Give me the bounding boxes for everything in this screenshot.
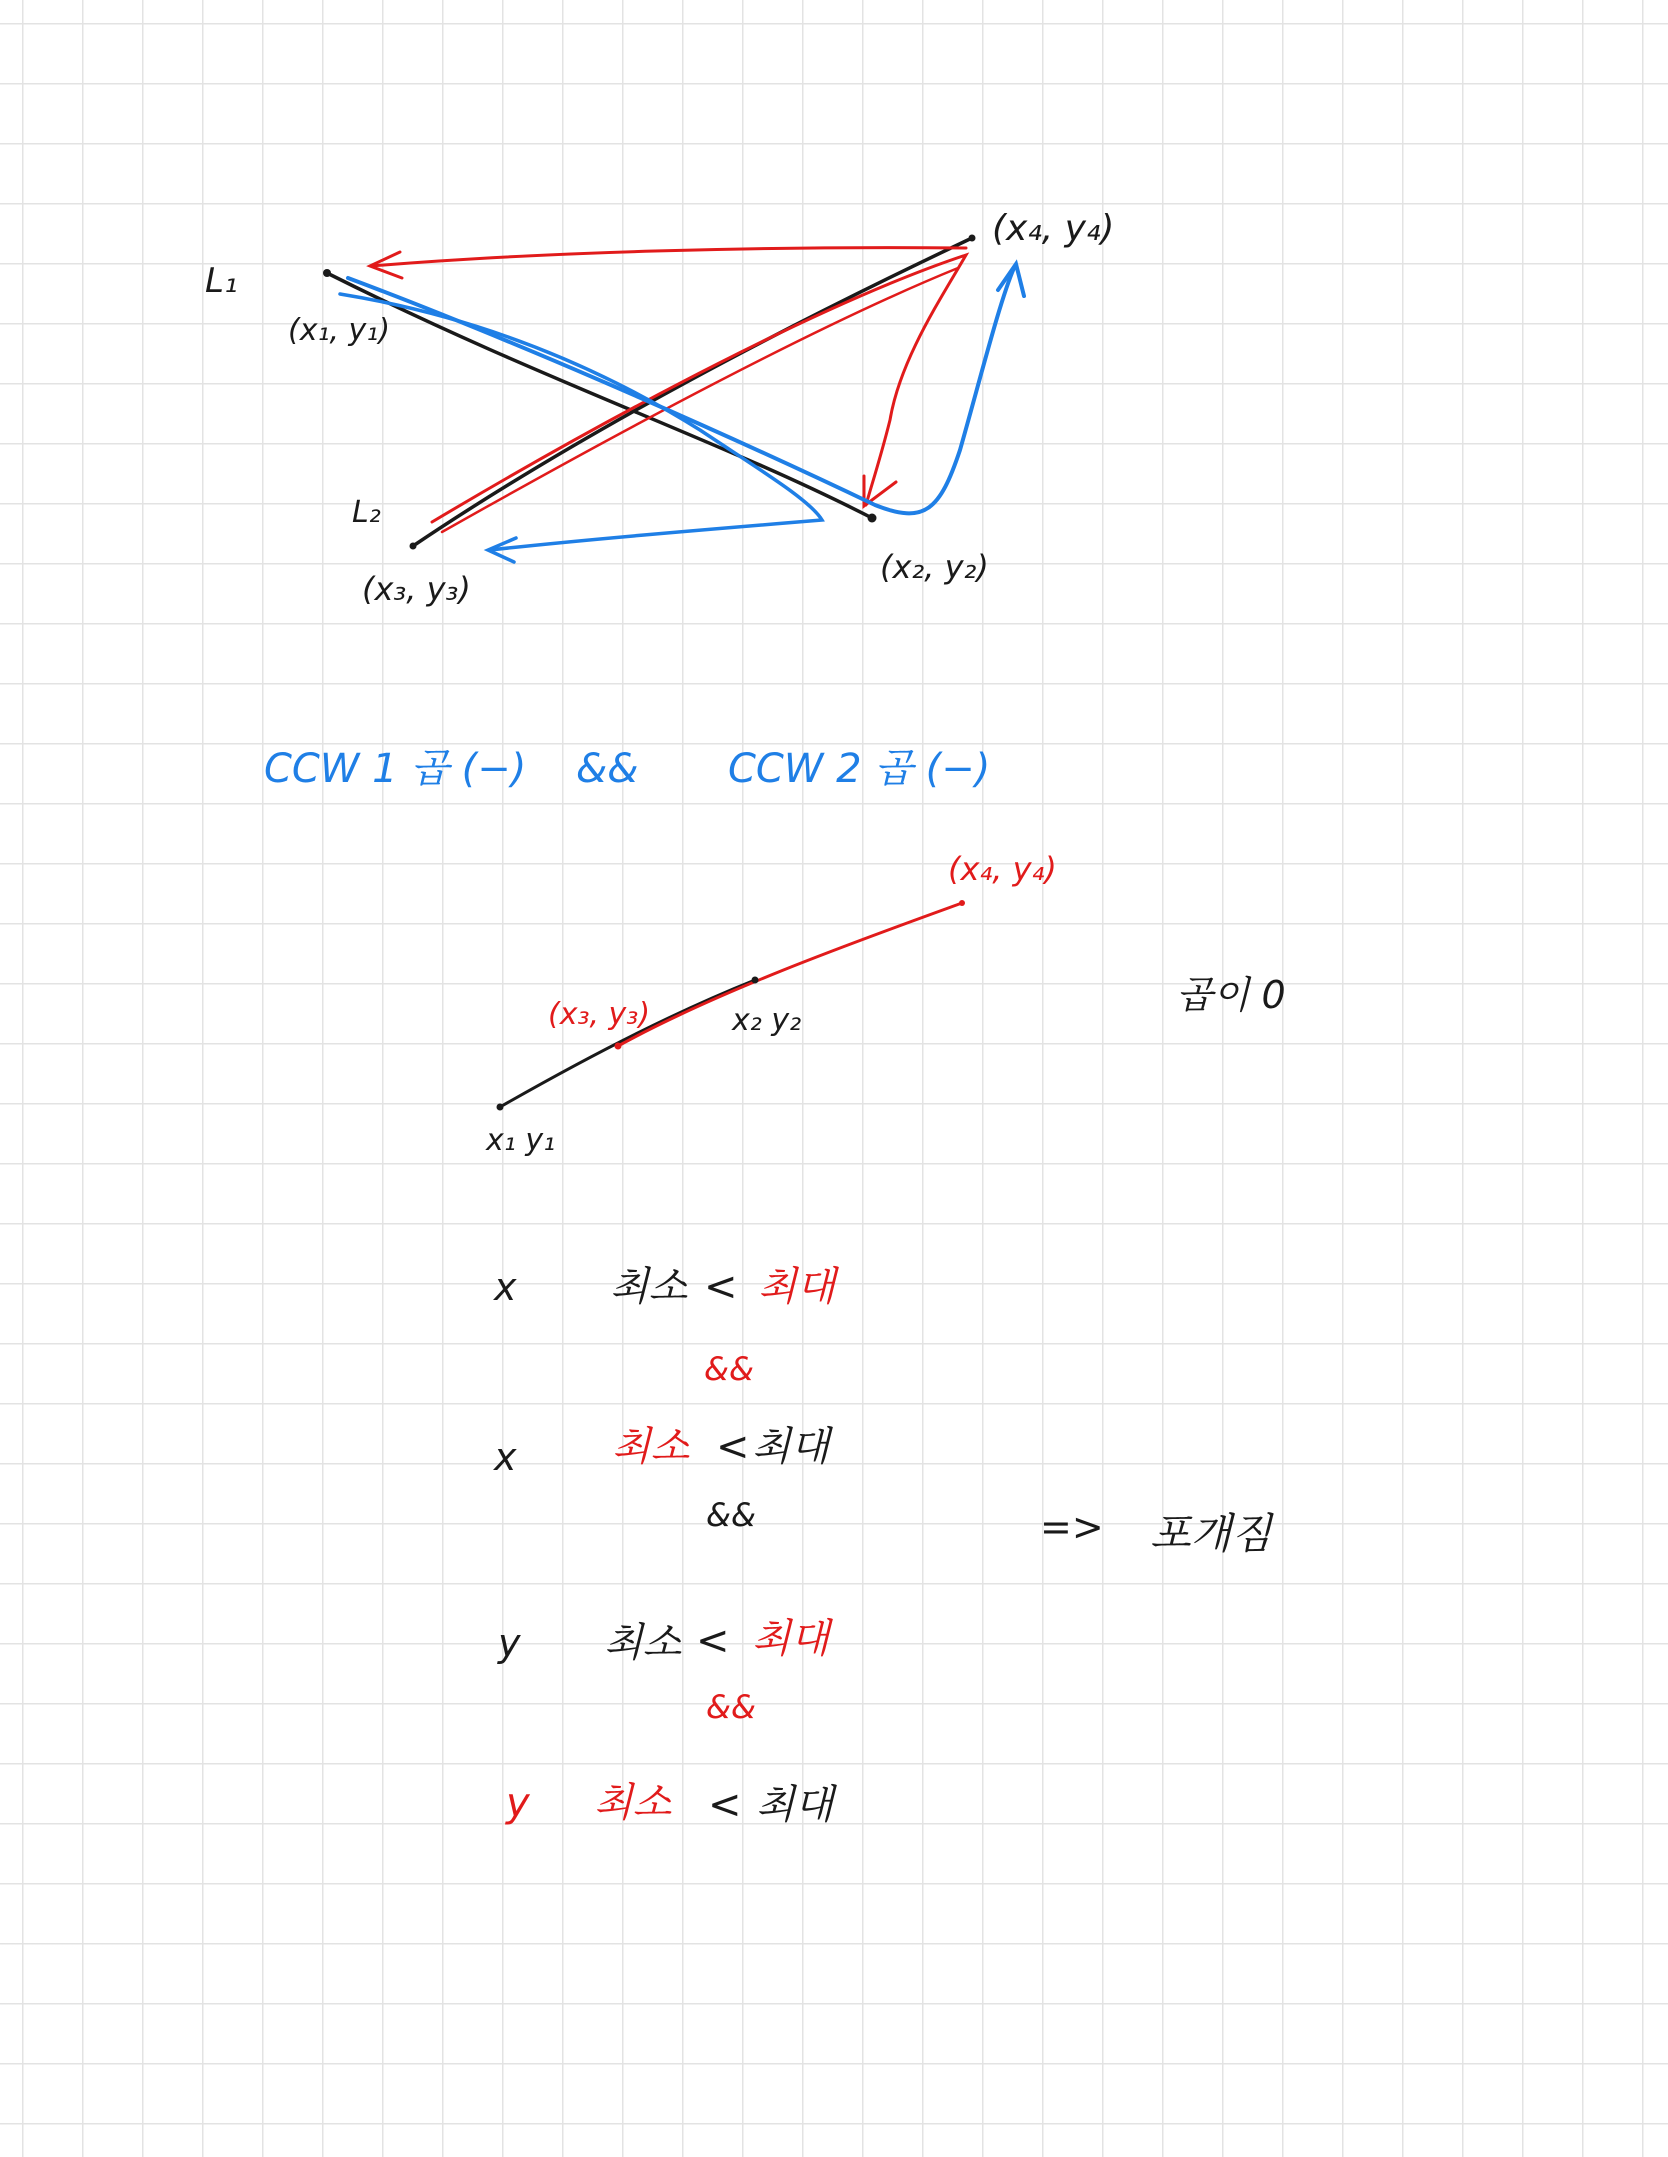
implies-arrow: => (1040, 1505, 1104, 1549)
rule2-var: x (494, 1435, 517, 1479)
rule1-var: x (494, 1265, 517, 1309)
rule-and-2: && (706, 1496, 756, 1534)
ccw2-text: CCW 2 곱 (−) (728, 746, 991, 792)
label-l2: L₂ (352, 495, 381, 530)
collinear-diagram (485, 850, 1286, 1158)
segment-l1 (327, 273, 872, 518)
endpoint-c4 (959, 900, 965, 906)
rule-and-3: && (706, 1688, 756, 1726)
rule2-min: 최소 (612, 1424, 690, 1470)
rule3-op: < (696, 1618, 730, 1664)
endpoint-c1 (497, 1104, 504, 1111)
rule4-op: < (708, 1782, 742, 1828)
rule1-min: 최소 (610, 1264, 688, 1310)
label-c1: x₁ y₁ (486, 1123, 556, 1158)
rule-and-1: && (704, 1350, 754, 1388)
label-c2: x₂ y₂ (732, 1003, 802, 1038)
product-zero-note: 곱이 0 (1176, 973, 1286, 1017)
label-c4: (x₄, y₄) (948, 850, 1057, 888)
blue-ccw-path-lower (340, 294, 822, 550)
endpoint-c2 (752, 977, 759, 984)
rule4-var: y (506, 1780, 530, 1826)
rule4-max: 최대 (756, 1782, 834, 1828)
red-ccw-path-top (372, 248, 966, 266)
rule3-min: 최소 (604, 1620, 682, 1666)
endpoint-p2 (868, 514, 877, 523)
endpoint-p3 (410, 543, 417, 550)
ccw-condition (264, 746, 990, 792)
endpoint-c3 (615, 1043, 622, 1050)
and-text: && (576, 746, 639, 792)
label-p4: (x₄, y₄) (992, 208, 1115, 249)
blue-ccw-path (348, 268, 1014, 513)
rule2-max: 최대 (752, 1424, 830, 1470)
intersection-diagram (205, 208, 1114, 608)
rule3-max: 최대 (752, 1616, 830, 1662)
rule3-var: y (498, 1621, 521, 1665)
label-p3: (x₃, y₃) (362, 570, 471, 608)
rule1-op: < (704, 1264, 738, 1310)
rule1-max: 최대 (758, 1264, 836, 1310)
ccw1-text: CCW 1 곱 (−) (264, 746, 527, 792)
rule2-op: < (716, 1424, 750, 1470)
overlap-rules (493, 1264, 1274, 1828)
rule4-min: 최소 (594, 1780, 672, 1826)
label-p2: (x₂, y₂) (880, 548, 989, 586)
overlap-conclusion: 포개짐 (1150, 1509, 1272, 1558)
label-l1: L₁ (205, 261, 238, 301)
label-p1: (x₁, y₁) (288, 313, 391, 348)
endpoint-p1 (323, 269, 331, 277)
endpoint-p4 (969, 235, 976, 242)
label-c3: (x₃, y₃) (548, 997, 651, 1032)
